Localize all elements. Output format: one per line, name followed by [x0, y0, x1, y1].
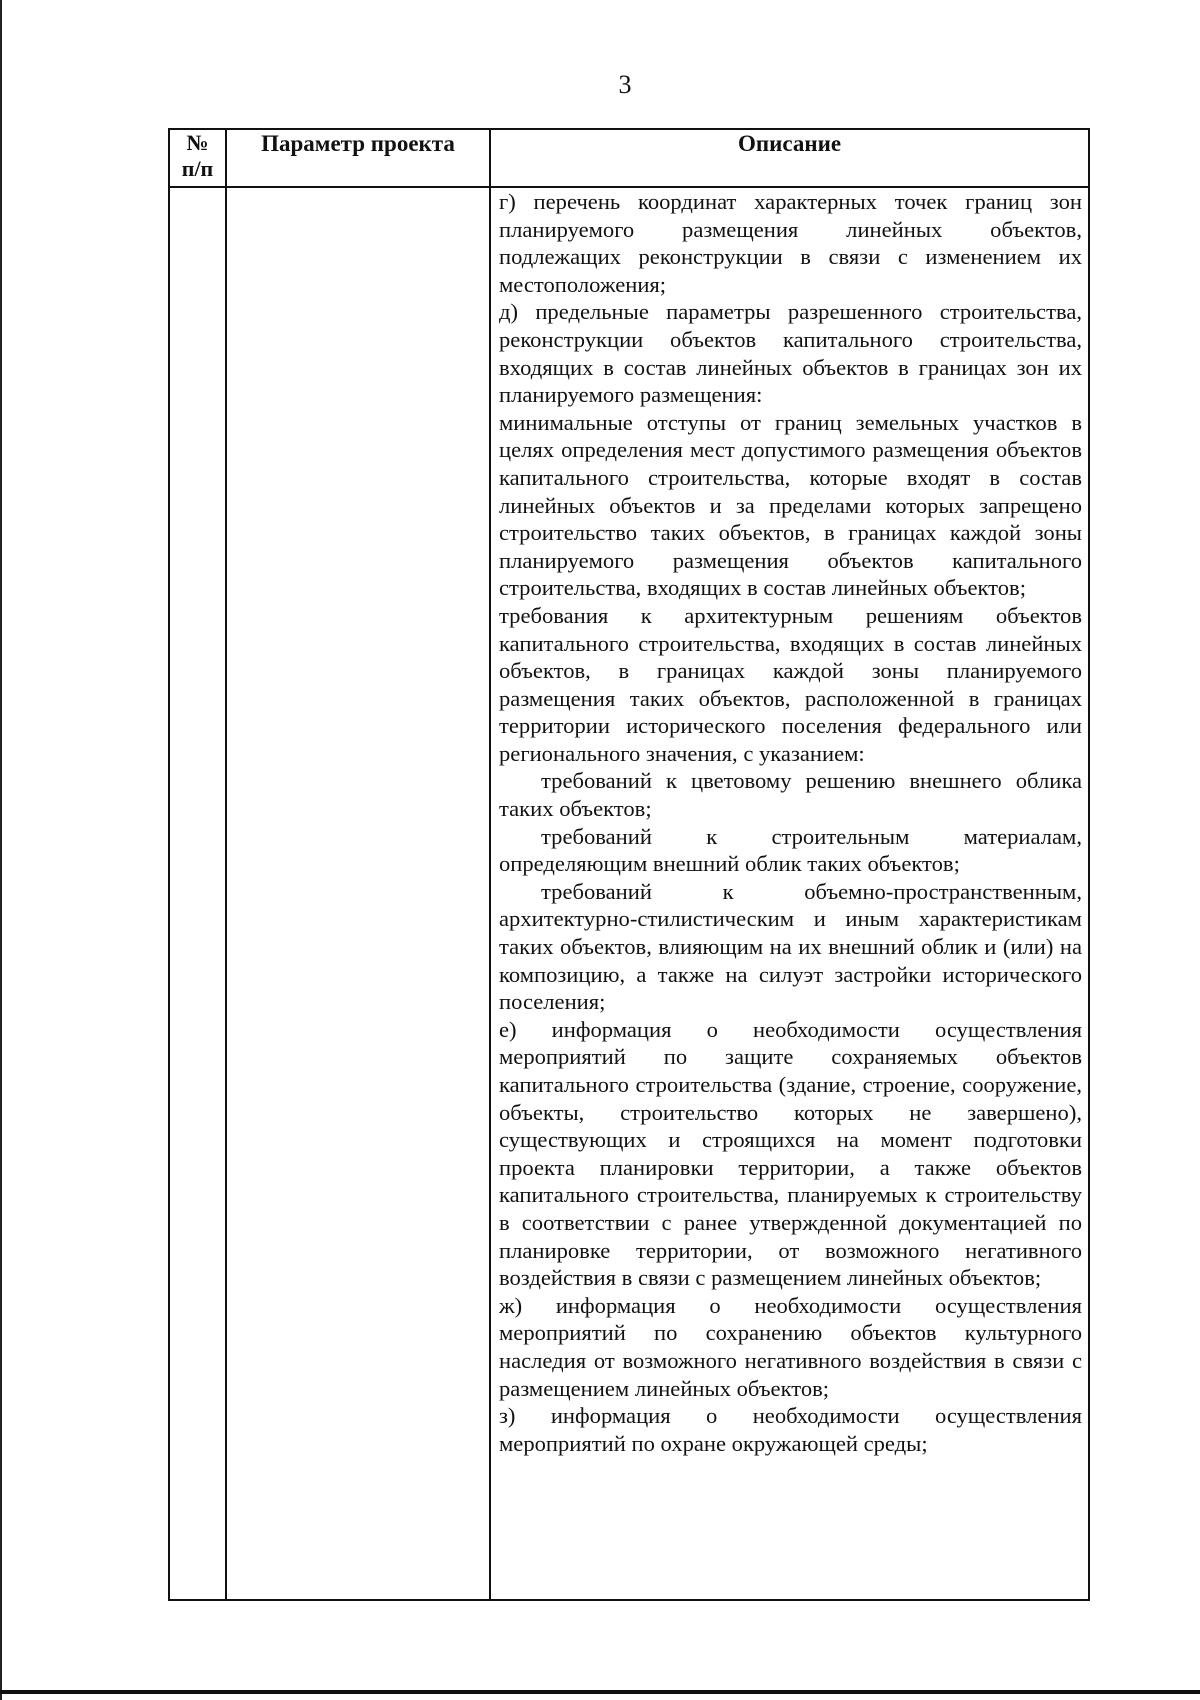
description-paragraph: ж) информация о необходимости осуществления мероприятий по сохранению объектов культурного наследия от возможного негативного воздействия в связи с размещением линейных объектов;	[499, 1292, 1082, 1401]
table-row	[169, 187, 1089, 1600]
description-paragraph: требований к цветовому решению внешнего облика таких объектов;	[499, 768, 1082, 822]
description-paragraph: д) предельные параметры разрешенного строительства, реконструкции объектов капитального строительства, входящих в состав линейных объектов в границах зон их планируемого размещения:	[499, 299, 1082, 408]
scan-edge-left	[0, 0, 2, 1700]
description-paragraph: требований к объемно-пространственным, архитектурно-стилистическим и иным характеристикам таких объектов, влияющим на их внешний облик и (или) на композицию, а также на силуэт застройки исторического поселения;	[499, 878, 1082, 1015]
table-header-row	[169, 129, 1089, 187]
description-paragraph: г) перечень координат характерных точек границ зон планируемого размещения линейных объектов, подлежащих реконструкции в связи с изменением их местоположения;	[499, 189, 1082, 297]
description-paragraph: требований к строительным материалам, определяющим внешний облик таких объектов;	[499, 823, 1082, 877]
header-parameter: Параметр проекта	[226, 129, 490, 187]
scan-edge-bottom	[0, 1690, 1200, 1694]
cell-description	[490, 187, 1089, 1600]
description-text	[499, 188, 1082, 1599]
cell-parameter	[226, 187, 490, 1600]
page-number: 3	[618, 70, 632, 99]
description-paragraph: требования к архитектурным решениям объектов капитального строительства, входящих в состав линейных объектов, в границах каждой зоны планируемого размещения таких объектов, расположенной в границах территории исторического поселения федерального или регионального значения, с указанием:	[499, 602, 1082, 766]
parameters-table	[168, 128, 1090, 1601]
description-paragraph: минимальные отступы от границ земельных участков в целях определения мест допустимого размещения объектов капитального строительства, которые входят в состав линейных объектов и за пределами которых запрещено строительство таких объектов, в границах каждой зоны планируемого размещения объектов капитального строительства, входящих в состав линейных объектов;	[499, 409, 1082, 601]
description-paragraph: е) информация о необходимости осуществления мероприятий по защите сохраняемых объектов капитального строительства (здание, строение, сооружение, объекты, строительство которых не завершено), существующих и строящихся на момент подготовки проекта планировки территории, а также объектов капитального строительства, планируемых к строительству в соответствии с ранее утвержденной документацией по планировке территории, от возможного негативного воздействия в связи с размещением линейных объектов;	[499, 1016, 1082, 1291]
header-description: Описание	[490, 129, 1089, 187]
header-number: № п/п	[169, 129, 226, 187]
description-paragraph: з) информация о необходимости осуществления мероприятий по охране окружающей среды;	[499, 1403, 1082, 1456]
cell-number	[169, 187, 226, 1600]
